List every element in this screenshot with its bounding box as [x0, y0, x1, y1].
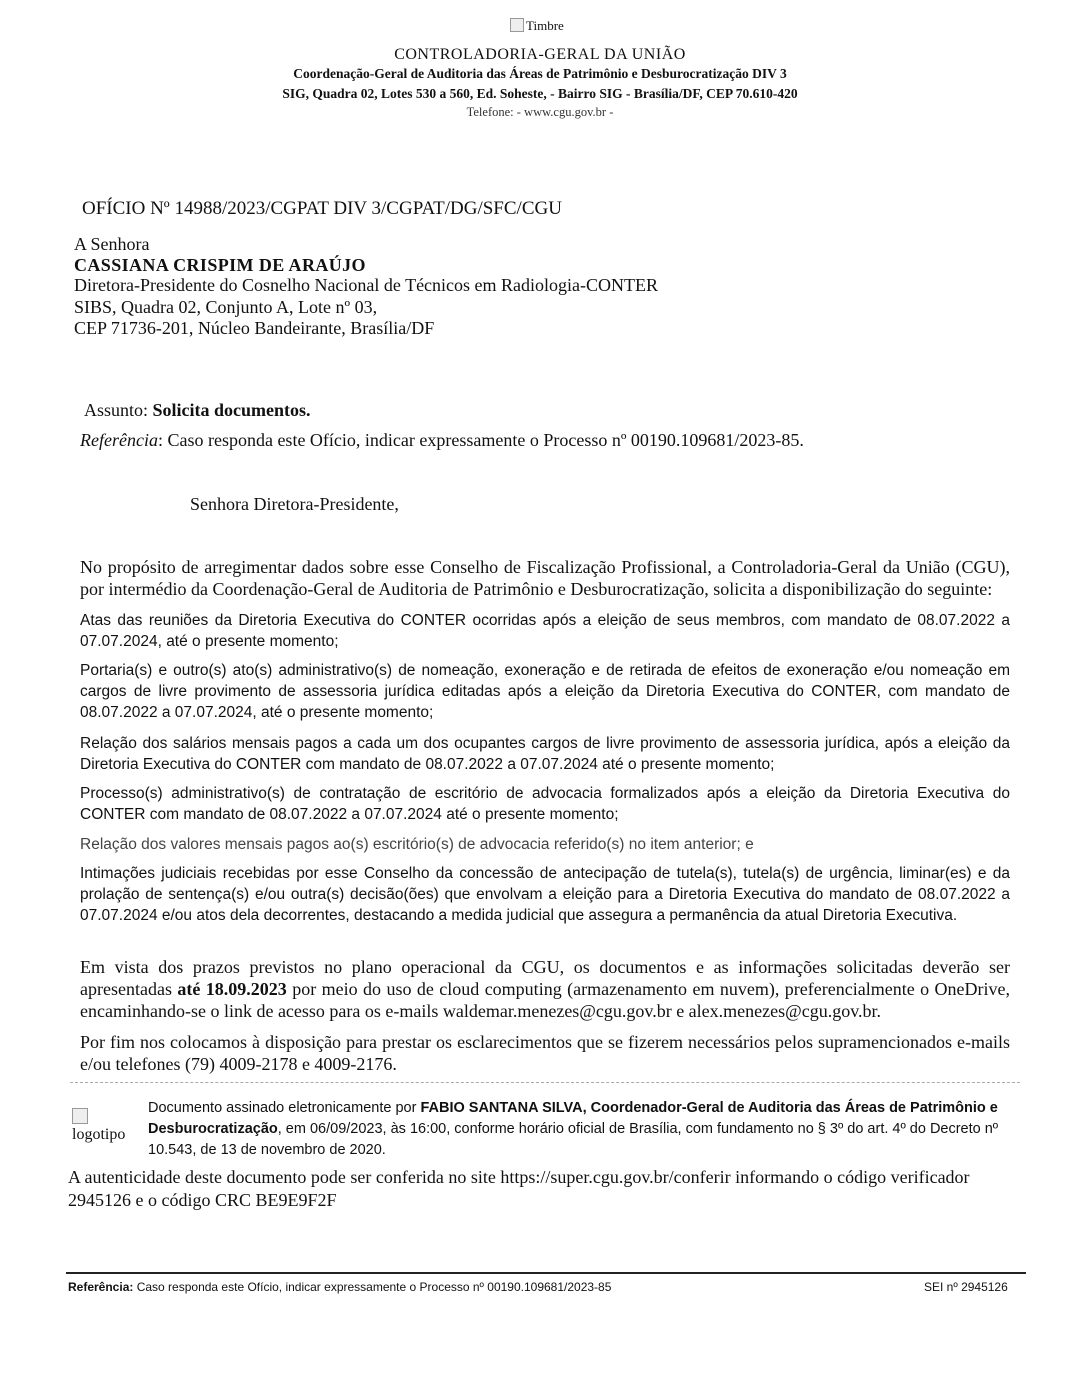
request-item-1: Atas das reuniões da Diretoria Executiva do CONTER ocorridas após a eleição de seus membros, com mandato de 08.07.2022 a 07.07.2024, até o presente momento; — [80, 612, 1010, 650]
header-address: SIG, Quadra 02, Lotes 530 a 560, Ed. Soheste, - Bairro SIG - Brasília/DF, CEP 70.610-420 — [282, 86, 798, 101]
signature-signer: FABIO SANTANA SILVA, Coordenador-Geral de Auditoria das Áreas de Patrimônio e Desburocratização — [148, 1100, 998, 1137]
recipient-address-line2: CEP 71736-201, Núcleo Bandeirante, Brasília/DF — [74, 318, 435, 338]
request-item-5: Relação dos valores mensais pagos ao(s) escritório(s) de advocacia referido(s) no item anterior; e — [80, 836, 754, 853]
signature-text-after: , em 06/09/2023, às 16:00, conforme horário oficial de Brasília, com fundamento no § 3º do art. 4º do Decreto nº 10.543, de 13 de novembro de 2020. — [148, 1121, 999, 1158]
footer-reference-label: Referência: — [68, 1280, 134, 1294]
request-item-6: Intimações judiciais recebidas por esse Conselho da concessão de antecipação de tutela(s), tutela(s) de urgência, liminar(es) e da prolação de sentença(s) e/ou outra(s) decisão(ões) que envolvam a eleição para a Diretoria Executiva do mandato de 08.07.2022 a 07.07.2024 e/ou atos dela decorrentes, destacando a medida judicial que assegura a permanência da atual Diretoria Executiva. — [80, 865, 1010, 924]
closing-paragraph: Por fim nos colocamos à disposição para prestar os esclarecimentos que se fizerem necessários pelos supramencionados e-mails e/ou telefones (79) 4009-2178 e 4009-2176. — [80, 1032, 1010, 1074]
deadline-text-after: por meio do uso de cloud computing (armazenamento em nuvem), preferencialmente o OneDrive, encaminhando-se o link de acesso para os e-mails waldemar.menezes@cgu.gov.br e alex.menezes@cgu.gov.br. — [80, 979, 1010, 1021]
footer-reference-text: Caso responda este Ofício, indicar expressamente o Processo nº 00190.109681/2023-85 — [133, 1280, 612, 1294]
recipient-role: Diretora-Presidente do Cosnelho Nacional de Técnicos em Radiologia-CONTER — [74, 275, 659, 295]
signature-divider — [70, 1082, 1020, 1083]
oficio-number: OFÍCIO Nº 14988/2023/CGPAT DIV 3/CGPAT/DG/SFC/CGU — [82, 198, 562, 219]
reference-label: Referência — [80, 430, 158, 450]
deadline-date: até 18.09.2023 — [177, 979, 287, 999]
reference-value: : Caso responda este Ofício, indicar expressamente o Processo nº 00190.109681/2023-85. — [157, 430, 804, 450]
logo-alt-text: logotipo — [72, 1126, 126, 1143]
signature-text-before: Documento assinado eletronicamente por — [148, 1100, 421, 1116]
greeting: Senhora Diretora-Presidente, — [190, 494, 399, 514]
header-unit: Coordenação-Geral de Auditoria das Áreas de Patrimônio e Desburocratização DIV 3 — [293, 66, 787, 81]
subject-value: Solicita documentos. — [152, 400, 311, 420]
recipient-address-line1: SIBS, Quadra 02, Conjunto A, Lote nº 03, — [74, 297, 378, 317]
footer-divider — [66, 1272, 1026, 1274]
request-item-2: Portaria(s) e outro(s) ato(s) administrativo(s) de nomeação, exoneração e de retirada de efeitos de exoneração e/ou nomeação em cargos de livre provimento de assessoria jurídica editadas após a eleição da Diretoria Executiva do CONTER, com mandato de 08.07.2022 a 07.07.2024, até o presente momento; — [80, 662, 1010, 721]
reference-line — [80, 430, 804, 451]
broken-image-icon — [510, 18, 524, 32]
subject-label: Assunto: — [84, 400, 149, 420]
subject-line — [84, 400, 311, 421]
signature-logo — [72, 1108, 136, 1144]
deadline-text-before: Em vista dos prazos previstos no plano operacional da CGU, os documentos e as informações solicitadas deverão ser apresentadas — [80, 957, 1010, 999]
signature-block — [148, 1098, 1018, 1161]
request-item-4: Processo(s) administrativo(s) de contratação de escritório de advocacia formalizados após a eleição da Diretoria Executiva do CONTER com mandato de 08.07.2022 a 07.07.2024 até o presente momento; — [80, 785, 1010, 823]
footer-reference — [68, 1280, 611, 1294]
recipient-name: CASSIANA CRISPIM DE ARAÚJO — [74, 255, 366, 275]
authenticity-note: A autenticidade deste documento pode ser conferida no site https://super.cgu.gov.br/conferir informando o código verificador 2945126 e o código CRC BE9E9F2F — [68, 1167, 970, 1210]
timbre-image — [510, 18, 564, 34]
footer-sei-number: SEI nº 2945126 — [924, 1280, 1008, 1294]
recipient-salutation: A Senhora — [74, 234, 150, 254]
header-phone: Telefone: - www.cgu.gov.br - — [466, 105, 614, 119]
deadline-paragraph — [80, 956, 1010, 1022]
intro-paragraph: No propósito de arregimentar dados sobre esse Conselho de Fiscalização Profissional, a Controladoria-Geral da União (CGU), por intermédio da Coordenação-Geral de Auditoria de Patrimônio e Desburocratização, solicita a disponibilização do seguinte: — [80, 557, 1010, 599]
timbre-alt-text: Timbre — [526, 18, 564, 33]
request-item-3: Relação dos salários mensais pagos a cada um dos ocupantes cargos de livre provimento de assessoria jurídica, após a eleição da Diretoria Executiva do CONTER com mandato de 08.07.2022 a 07.07.2024 até o presente momento; — [80, 735, 1010, 773]
header-org: CONTROLADORIA-GERAL DA UNIÃO — [394, 46, 686, 63]
broken-image-icon — [72, 1108, 88, 1124]
